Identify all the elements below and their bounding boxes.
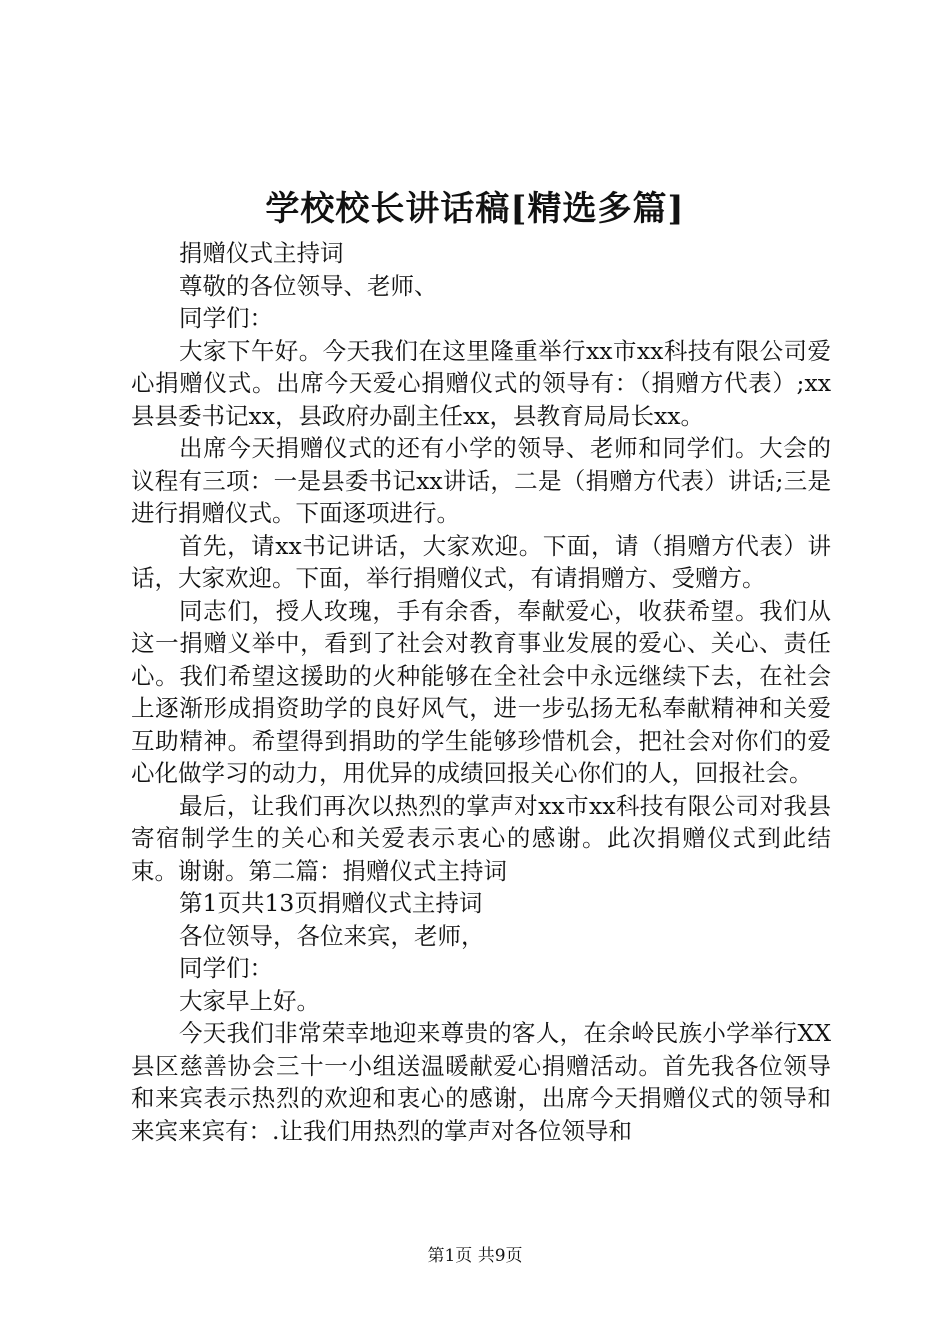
page-footer: 第1页 共9页	[427, 1246, 523, 1266]
paragraph: 首先，请xx书记讲话，大家欢迎。下面，请（捐赠方代表）讲话，大家欢迎。下面，举行捐赠仪式，有请捐赠方、受赠方。	[131, 531, 831, 592]
document-body	[131, 237, 831, 1147]
text-line: 大家早上好。	[179, 986, 320, 1015]
text-line: 捐赠仪式主持词	[179, 239, 344, 267]
text-line: 第1页共13页捐赠仪式主持词	[179, 889, 483, 917]
text-line: 同学们：	[179, 304, 273, 332]
paragraph: 出席今天捐赠仪式的还有小学的领导、老师和同学们。大会的议程有三项：一是县委书记xx讲话，二是（捐赠方代表）讲话;三是进行捐赠仪式。下面逐项进行。	[131, 434, 831, 527]
text-line: 各位领导，各位来宾，老师，	[179, 921, 485, 950]
paragraph: 大家下午好。今天我们在这里隆重举行xx市xx科技有限公司爱心捐赠仪式。出席今天爱心捐赠仪式的领导有：（捐赠方代表）;xx县县委书记xx，县政府办副主任xx，县教育局局长xx。	[131, 336, 831, 430]
paragraph: 最后，让我们再次以热烈的掌声对xx市xx科技有限公司对我县寄宿制学生的关心和关爱表示衷心的感谢。此次捐赠仪式到此结束。谢谢。第二篇：捐赠仪式主持词	[131, 791, 831, 885]
document-title: 学校校长讲话稿[精选多篇]	[265, 189, 685, 229]
paragraph: 同志们，授人玫瑰，手有余香，奉献爱心，收获希望。我们从这一捐赠义举中，看到了社会对教育事业发展的爱心、关心、责任心。我们希望这援助的火种能够在全社会中永远继续下去，在社会上逐渐形成捐资助学的良好风气，进一步弘扬无私奉献精神和关爱互助精神。希望得到捐助的学生能够珍惜机会，把社会对你们的爱心化做学习的动力，用优异的成绩回报关心你们的人，回报社会。	[131, 596, 831, 787]
text-line: 同学们：	[179, 954, 273, 982]
paragraph: 今天我们非常荣幸地迎来尊贵的客人，在余岭民族小学举行XX县区慈善协会三十一小组送温暖献爱心捐赠活动。首先我各位领导和来宾表示热烈的欢迎和衷心的感谢，出席今天捐赠仪式的领导和来宾来宾有：.让我们用热烈的掌声对各位领导和	[131, 1019, 831, 1145]
text-line: 尊敬的各位领导、老师、	[179, 271, 438, 300]
